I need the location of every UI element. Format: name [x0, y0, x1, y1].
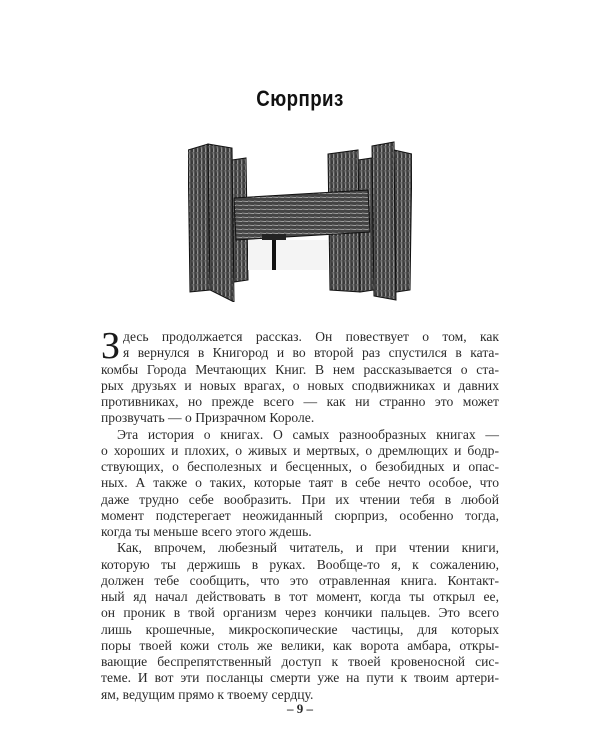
text-line: должен тебе сообщить, что это отравленная книга. Контакт- — [101, 572, 499, 588]
text-line: прозвучать — о Призрачном Короле. — [101, 410, 315, 426]
text-line: лишь крошечные, микроскопические частицы, для которых — [101, 621, 499, 637]
book-stacks-illustration — [188, 140, 412, 302]
body-text — [101, 325, 499, 703]
text-line: Как, впрочем, любезный читатель, и при чтении книги, — [117, 540, 499, 556]
text-line: когда ты меньше всего этого ждешь. — [101, 524, 312, 539]
text-line: вающие беспрепятственный доступ к твоей кровеносной сис- — [101, 654, 499, 669]
text-line: комбы Города Мечтающих Книг. В нем рассказывается о ста- — [101, 361, 499, 377]
text-line: ствующих, о бесполезных и бесценных, о безобидных и опас- — [101, 459, 499, 474]
page-number: – 9 – — [287, 701, 313, 716]
text-line: он проник в твой организм через кончики пальцев. Это всего — [101, 605, 499, 621]
text-line: даже трудно себе вообразить. При их чтении тебя в любой — [101, 491, 499, 507]
text-line: о хороших и плохих, о живых и мертвых, о дремлющих и бодр- — [101, 442, 499, 458]
text-line: теме. И вот эти посланцы смерти уже на пути к твоим артери- — [101, 670, 499, 686]
text-line: Эта история о книгах. О самых разнообразных книгах — — [117, 426, 499, 442]
text-line: рых друзьях и новых врагах, о новых сподвижниках и давних — [101, 377, 499, 393]
text-line: момент подстерегает неожиданный сюрприз, особенно тогда, — [101, 507, 499, 523]
chapter-title: Сюрприз — [256, 86, 344, 111]
text-line: ных. А также о таких, которые таят в себе нечто особое, что — [101, 475, 499, 491]
text-line: ям, ведущим прямо к твоему сердцу. — [101, 686, 314, 702]
drop-cap: З — [101, 325, 121, 367]
text-line: я вернулся в Книгород и во второй раз спустился в ката- — [123, 345, 499, 361]
text-line: противниках, но прежде всего — как ни странно это может — [101, 394, 499, 409]
text-line: ный яд начал действовать в тот момент, когда ты открыл ее, — [101, 589, 499, 604]
text-line: поры твоей кожи столь же велики, как ворота амбара, откры- — [101, 637, 499, 653]
text-line: десь продолжается рассказ. Он повествует о том, как — [123, 329, 499, 344]
text-line: которую ты держишь в руках. Вообще-то я, к сожалению, — [101, 556, 499, 572]
